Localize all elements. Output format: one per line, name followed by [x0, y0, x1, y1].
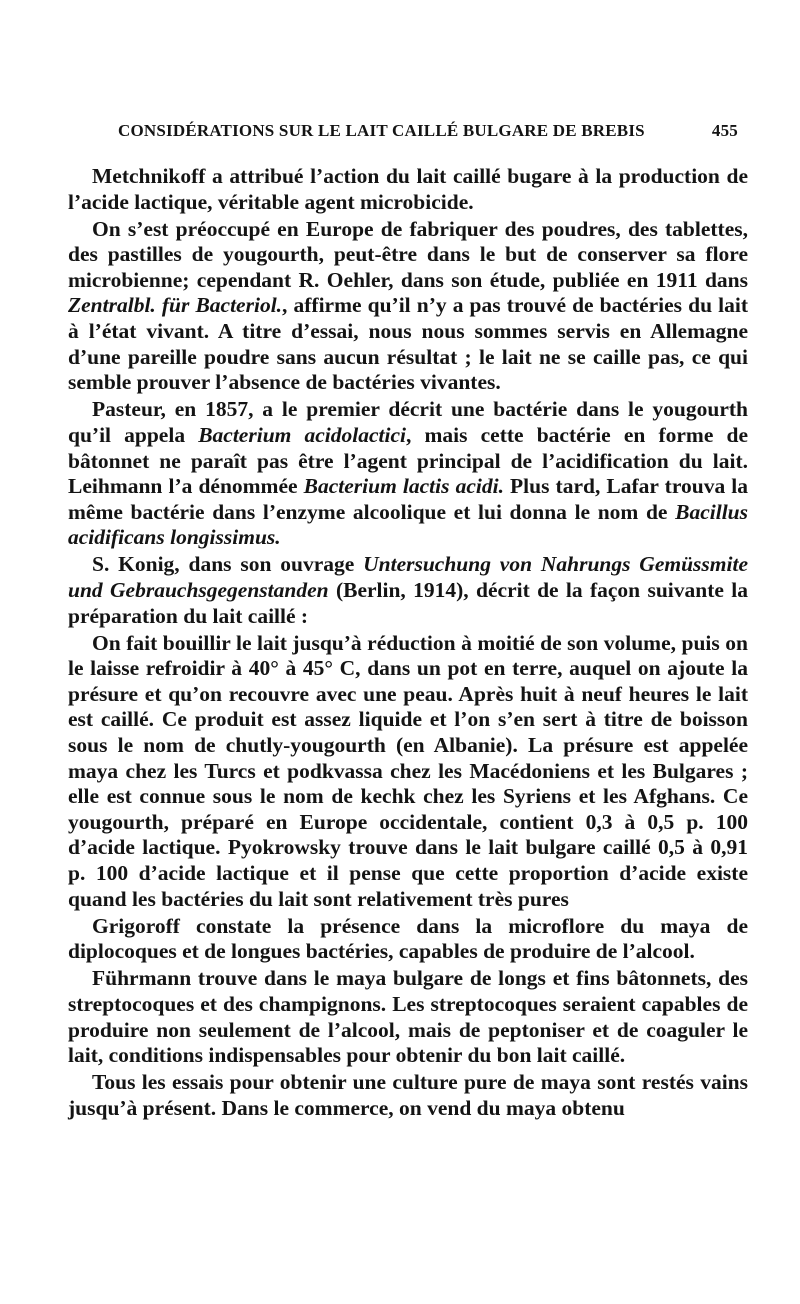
text-segment: Plus tard, Lafar trouva la même bactérie dans l’enzyme alcoolique et lui donna le nom de	[68, 474, 748, 524]
text-segment: , mais cette bactérie en forme de bâtonnet ne paraît pas être l’agent principal de l’acidification du lait. Leihmann l’a dénommée	[68, 422, 748, 499]
text-segment: Metchnikoff a attribué l’action du lait caillé bugare à la production de l’acide lactique, véritable agent microbicide.	[68, 164, 748, 214]
italic-text-segment: Bacterium lactis acidi.	[303, 474, 504, 499]
running-title: CONSIDÉRATIONS SUR LE LAIT CAILLÉ BULGARE DE BREBIS	[118, 121, 645, 140]
text-segment: On s’est préoccupé en Europe de fabriquer des poudres, des tablettes, des pastilles de yougourth, peut-être dans le but de conserver sa flore microbienne; cependant R. Oehler, dans son étude, publiée en 1911 dans	[68, 216, 748, 292]
text-segment: (Berlin, 1914), décrit de la façon suivante la préparation du lait caillé :	[68, 578, 748, 628]
text-segment: Tous les essais pour obtenir une culture pure de maya sont restés vains jusqu’à présent. Dans le commerce, on vend du maya obtenu	[68, 1070, 748, 1120]
text-segment: On fait bouillir le lait jusqu’à réduction à moitié de son volume, puis on le laisse refroidir à 40° à 45° C, dans un pot en terre, auquel on ajoute la présure et qu’on recouvre avec une peau. Après huit à neuf heures le lait est caillé. Ce produit est assez liquide et l’on s’en sert à titre de boisson sous le nom de chutly-yougourth (en Albanie). La présure est appelée maya chez les Turcs et podkvassa chez les Macédoniens et les Bulgares ; elle est connue sous le nom de kechk chez les Syriens et les Afghans. Ce yougourth, préparé en Europe occidentale, contient 0,3 à 0,5 p. 100 d’acide lactique. Pyokrowsky trouve dans le lait bulgare caillé 0,5 à 0,91 p. 100 d’acide lactique et il pense que cette proportion d’acide existe quand les bactéries du lait sont relativement très pures	[68, 630, 748, 911]
paragraph	[68, 631, 748, 913]
paragraph	[68, 217, 748, 396]
paragraph	[68, 966, 748, 1068]
text-segment: S. Konig, dans son ouvrage	[92, 552, 364, 577]
text-segment: Führmann trouve dans le maya bulgare de longs et fins bâtonnets, des streptocoques et des champignons. Les streptocoques seraient capables de produire non seulement de l’alcool, mais de peptoniser et de coaguler le lait, conditions indispensables pour obtenir du bon lait caillé.	[68, 966, 748, 1068]
paragraph	[68, 1070, 748, 1121]
page-number: 455	[711, 121, 738, 140]
body-text	[68, 164, 748, 1123]
italic-text-segment: Bacterium acidolactici	[198, 422, 406, 447]
paragraph	[68, 397, 748, 551]
text-segment: Pasteur, en 1857, a le premier décrit une bactérie dans le yougourth qu’il appela	[68, 397, 748, 447]
paragraph	[68, 164, 748, 215]
text-segment: Grigoroff constate la présence dans la microflore du maya de diplocoques et de longues bactéries, capables de produire de l’alcool.	[68, 913, 748, 964]
paragraph	[68, 914, 748, 965]
italic-text-segment: Bacillus acidificans longissimus.	[68, 499, 748, 550]
running-head	[118, 121, 738, 141]
italic-text-segment: Untersuchung von Nahrungs Gemüssmite und Gebrauchsgegenstanden	[68, 552, 748, 602]
text-segment: , affirme qu’il n’y a pas trouvé de bactéries du lait à l’état vivant. A titre d’essai, nous nous sommes servis en Allemagne d’une pareille poudre sans aucun résultat ; le lait ne se caille pas, ce qui semble prouver l’absence de bactéries vivantes.	[68, 293, 748, 395]
italic-text-segment: Zentralbl. für Bacteriol.	[68, 293, 283, 318]
paragraph	[68, 552, 748, 629]
